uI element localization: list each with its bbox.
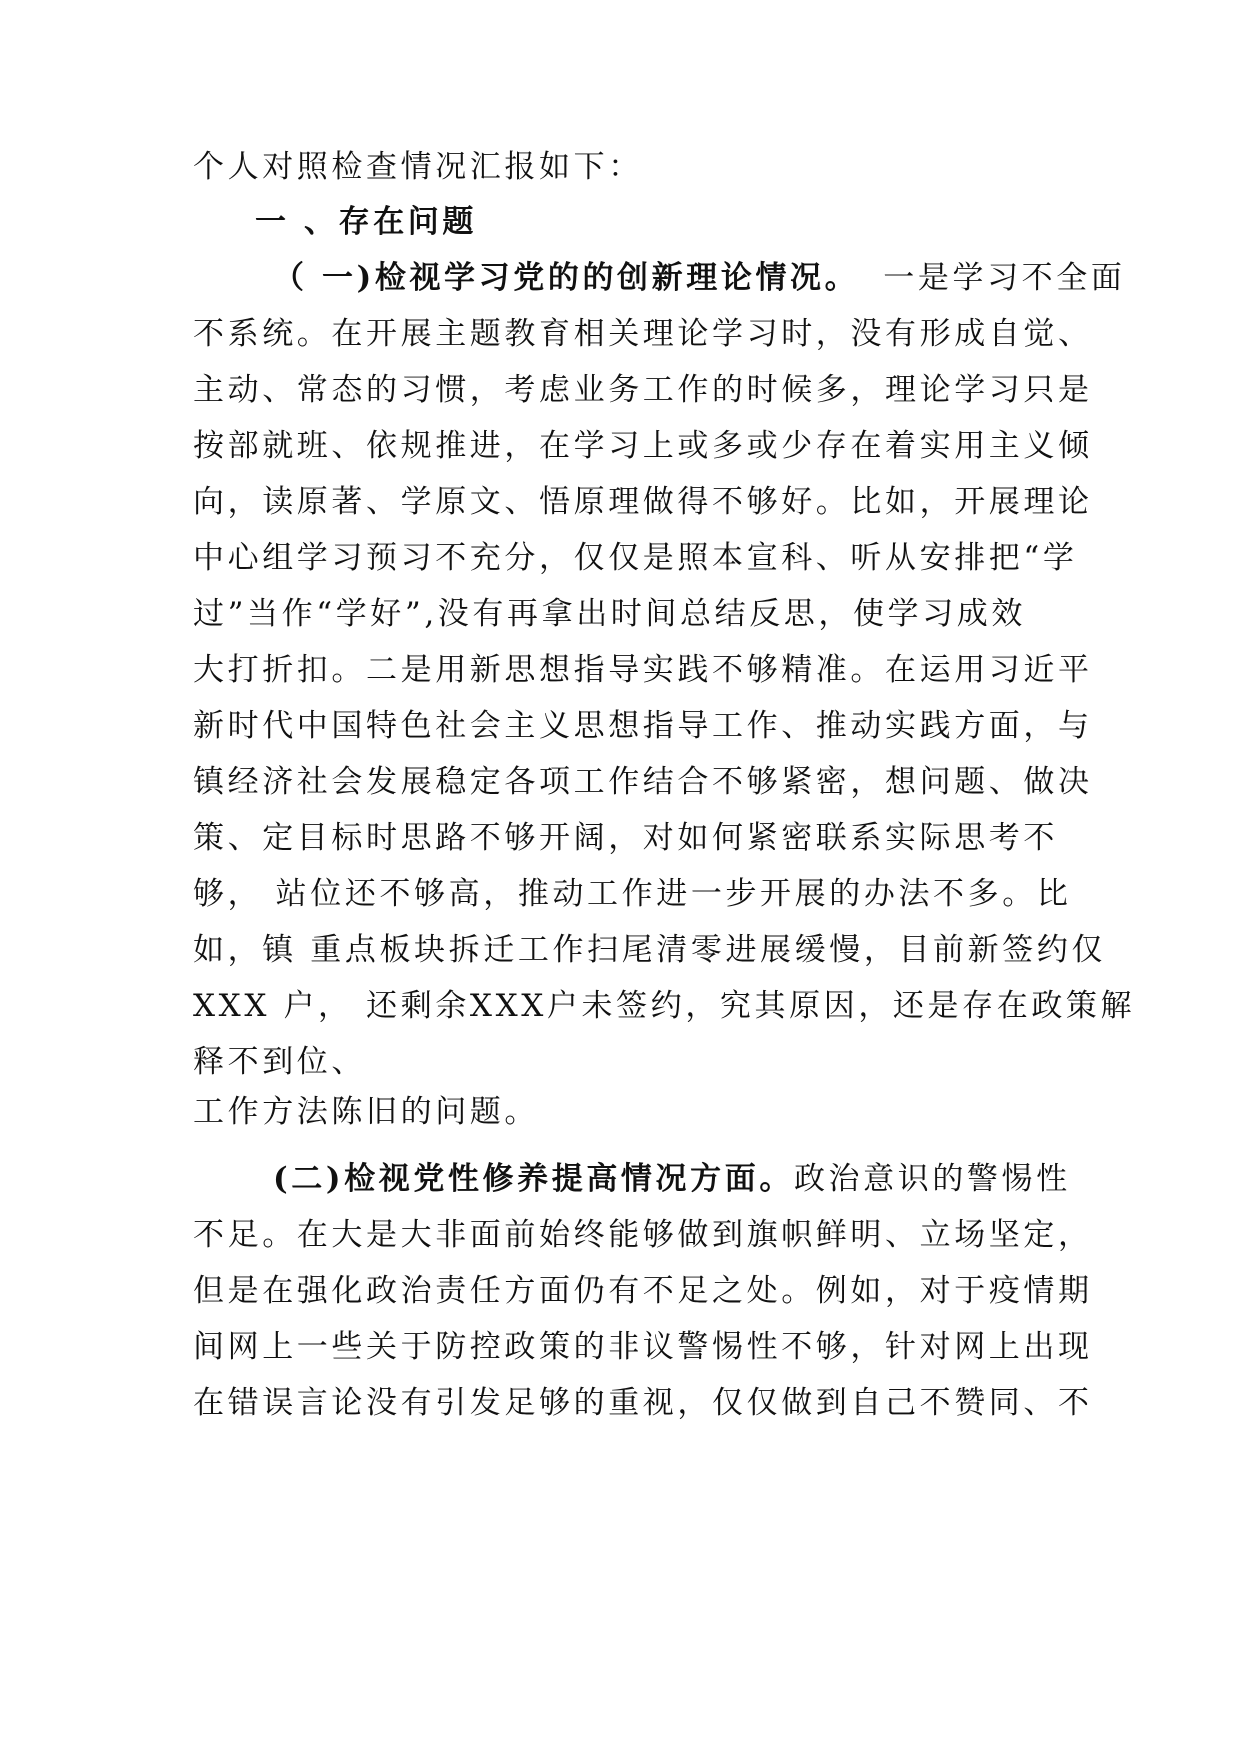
paragraph-2-bold-lead: (二)检视党性修养提高情况方面。 (273, 1161, 794, 1197)
paragraph-1-bold-lead: （ 一)检视学习党的的创新理论情况。 (273, 260, 860, 296)
paragraph-1-line: 大打折扣。二是用新思想指导实践不够精准。在运用习近平 (193, 652, 1093, 688)
paragraph-1-line: 工作方法陈旧的问题。 (193, 1094, 539, 1130)
paragraph-2-line: 在错误言论没有引发足够的重视，仅仅做到自己不赞同、不 (193, 1385, 1093, 1421)
paragraph-1-first-line-rest: 一是学习不全面 (883, 260, 1126, 296)
paragraph-1-line: 主动、常态的习惯，考虑业务工作的时候多，理论学习只是 (193, 372, 1093, 408)
paragraph-1-line: 够， 站位还不够高，推动工作进一步开展的办法不多。比 (193, 876, 1072, 912)
paragraph-1-line: 过”当作“学好”,没有再拿出时间总结反思，使学习成效 (193, 596, 1026, 632)
paragraph-1-line: 如，镇 重点板块拆迁工作扫尾清零进展缓慢，目前新签约仅 (193, 932, 1107, 968)
paragraph-1-line: 不系统。在开展主题教育相关理论学习时，没有形成自觉、 (193, 316, 1093, 352)
paragraph-1-line: 释不到位、 (193, 1044, 366, 1080)
paragraph-1-line: XXX 户， 还剩余XXX户未签约，究其原因，还是存在政策解 (193, 988, 1136, 1024)
paragraph-1-line: 向，读原著、学原文、悟原理做得不够好。比如，开展理论 (193, 484, 1093, 520)
paragraph-1-line: 中心组学习预习不充分，仅仅是照本宣科、听从安排把“学 (193, 540, 1078, 576)
paragraph-2-first-line (273, 1159, 1071, 1199)
paragraph-2-first-line-rest: 政治意识的警惕性 (793, 1161, 1071, 1197)
paragraph-2-line: 间网上一些关于防控政策的非议警惕性不够，针对网上出现 (193, 1329, 1093, 1365)
section-heading: 一 、存在问题 (255, 204, 477, 240)
paragraph-1-line: 新时代中国特色社会主义思想指导工作、推动实践方面，与 (193, 708, 1093, 744)
paragraph-1-first-line (273, 258, 1125, 298)
paragraph-1-line: 策、定目标时思路不够开阔，对如何紧密联系实际思考不 (193, 820, 1058, 856)
intro-line: 个人对照检查情况汇报如下： (193, 149, 643, 185)
paragraph-2-line: 但是在强化政治责任方面仍有不足之处。例如，对于疫情期 (193, 1273, 1093, 1309)
paragraph-1-line: 镇经济社会发展稳定各项工作结合不够紧密，想问题、做决 (193, 764, 1093, 800)
paragraph-2-line: 不足。在大是大非面前始终能够做到旗帜鲜明、立场坚定， (193, 1217, 1093, 1253)
paragraph-1-line: 按部就班、依规推进，在学习上或多或少存在着实用主义倾 (193, 428, 1093, 464)
